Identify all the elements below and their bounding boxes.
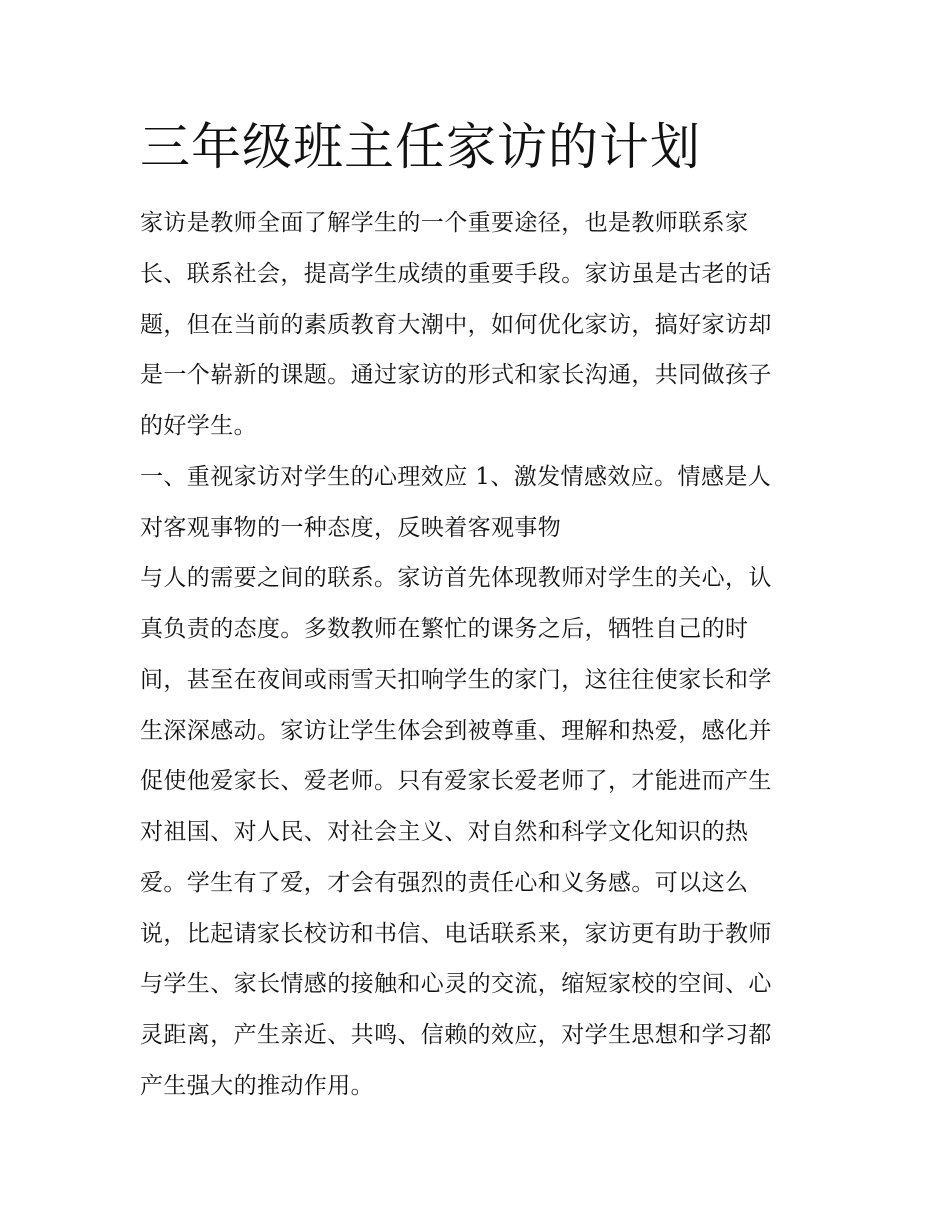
document-title: 三年级班主任家访的计划 bbox=[140, 118, 701, 176]
body-line: 对祖国、对人民、对社会主义、对自然和科学文化知识的热 bbox=[140, 819, 749, 845]
body-line: 说，比起请家长校访和书信、电话联系来，家访更有助于教师 bbox=[140, 921, 772, 947]
body-line: 与人的需要之间的联系。家访首先体现教师对学生的关心，认 bbox=[140, 565, 772, 591]
body-line: 是一个崭新的课题。通过家访的形式和家长沟通，共同做孩子 bbox=[140, 362, 772, 388]
body-line: 爱。学生有了爱，才会有强烈的责任心和义务感。可以这么 bbox=[140, 870, 749, 896]
body-line: 长、联系社会，提高学生成绩的重要手段。家访虽是古老的话 bbox=[140, 261, 772, 287]
body-line: 产生强大的推动作用。 bbox=[140, 1073, 374, 1099]
body-line: 题，但在当前的素质教育大潮中，如何优化家访，搞好家访却 bbox=[140, 312, 772, 338]
body-line: 与学生、家长情感的接触和心灵的交流，缩短家校的空间、心 bbox=[140, 971, 772, 997]
body-line: 真负责的态度。多数教师在繁忙的课务之后，牺牲自己的时 bbox=[140, 616, 749, 642]
body-line: 灵距离，产生亲近、共鸣、信赖的效应，对学生思想和学习都 bbox=[140, 1022, 772, 1048]
body-line: 间，甚至在夜间或雨雪天扣响学生的家门，这往往使家长和学 bbox=[140, 667, 772, 693]
body-line: 一、重视家访对学生的心理效应 1、激发情感效应。情感是人 bbox=[140, 464, 772, 490]
body-line: 家访是教师全面了解学生的一个重要途径，也是教师联系家 bbox=[140, 210, 749, 236]
body-line: 促使他爱家长、爱老师。只有爱家长爱老师了，才能进而产生 bbox=[140, 768, 772, 794]
body-line: 的好学生。 bbox=[140, 413, 257, 439]
body-line: 生深深感动。家访让学生体会到被尊重、理解和热爱，感化并 bbox=[140, 718, 772, 744]
body-line: 对客观事物的一种态度，反映着客观事物 bbox=[140, 515, 562, 541]
